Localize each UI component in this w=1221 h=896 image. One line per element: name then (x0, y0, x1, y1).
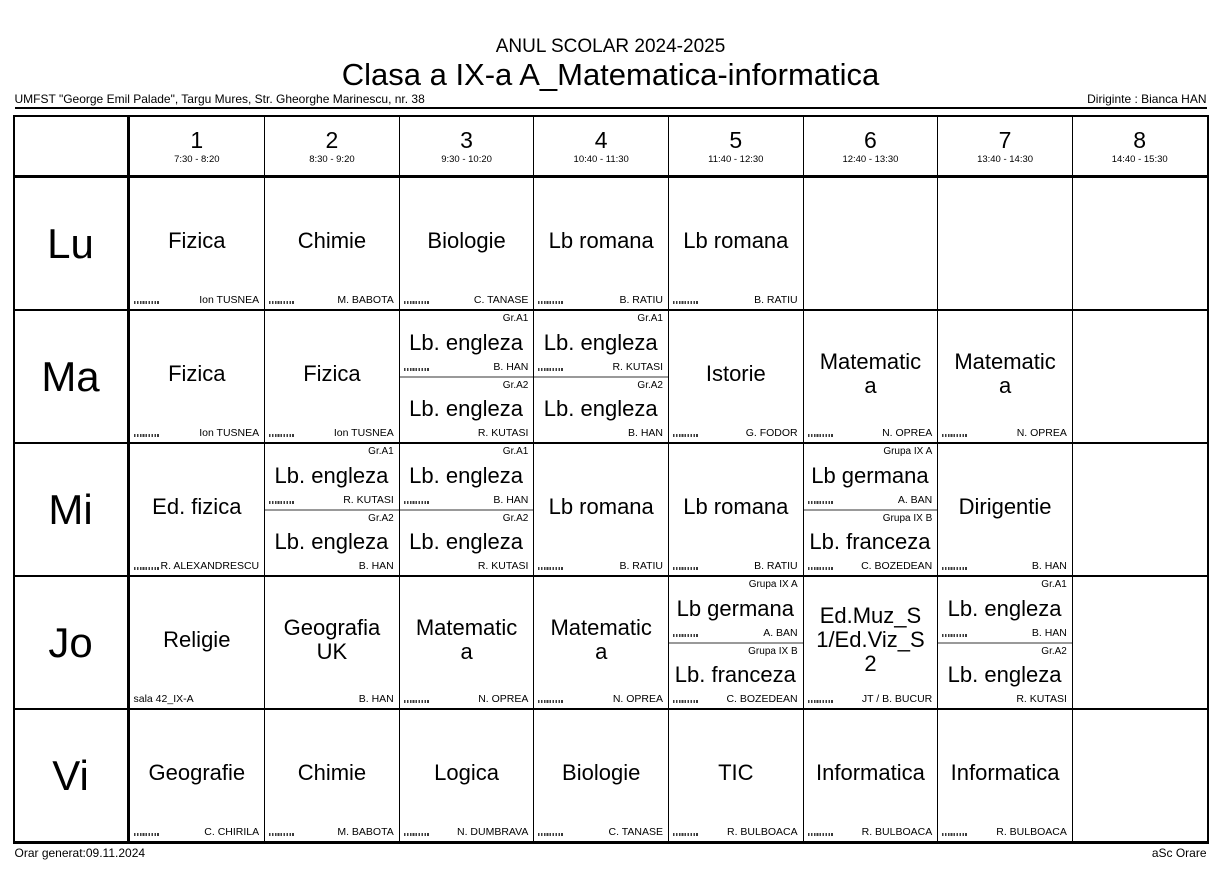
lesson-footer (808, 560, 933, 572)
empty-cell (1072, 178, 1207, 311)
lesson-footer (538, 427, 663, 439)
room-mark (538, 301, 563, 304)
subject-label: Ed.Muz_S1/Ed.Viz_S2 (816, 602, 925, 676)
period-header-cell (264, 117, 399, 178)
teacher-label: N. DUMBRAVA (457, 826, 529, 839)
subject-label: Matematica (954, 348, 1056, 398)
footer (15, 846, 1207, 860)
period-time: 11:40 - 12:30 (708, 153, 764, 165)
subject-label: Lb. engleza (409, 396, 523, 422)
teacher-label: C. BOZEDEAN (861, 560, 933, 573)
subject-label: Lb romana (548, 227, 654, 253)
lesson-cell (668, 710, 803, 841)
period-number: 8 (1133, 126, 1147, 153)
group-label: Grupa IX B (882, 512, 933, 524)
teacher-label: C. TANASE (473, 294, 529, 307)
room-mark (538, 567, 563, 570)
teacher-label: N. OPREA (882, 427, 933, 440)
teacher-label: G. FODOR (745, 427, 798, 440)
lesson-cell (130, 311, 265, 444)
subject-label: Informatica (950, 759, 1060, 785)
subject-label: Lb. engleza (274, 462, 389, 488)
day-label-cell: Ma (15, 311, 130, 444)
group-label: Gr.A1 (368, 446, 394, 458)
empty-cell (937, 178, 1072, 311)
period-time: 9:30 - 10:20 (441, 153, 492, 165)
room-mark (942, 567, 967, 570)
period-time: 7:30 - 8:20 (174, 153, 220, 165)
period-number: 5 (729, 126, 743, 153)
lesson-footer (942, 427, 1067, 439)
lesson-cell (264, 577, 399, 710)
room-mark (673, 434, 698, 437)
lesson-cell (130, 577, 265, 710)
lesson-subcell (534, 311, 668, 376)
lesson-cell (937, 311, 1072, 444)
subject-label: Fizica (168, 360, 226, 386)
room-mark (808, 434, 833, 437)
lesson-footer (404, 560, 529, 572)
room-mark (538, 833, 563, 836)
room-mark (808, 700, 833, 703)
lesson-cell (668, 178, 803, 311)
teacher-label: R. ALEXANDRESCU (160, 560, 260, 573)
lesson-footer (808, 427, 933, 439)
room-mark (673, 833, 698, 836)
lesson-footer (134, 427, 260, 439)
subject-label: Lb. engleza (409, 529, 523, 555)
room-mark (269, 301, 294, 304)
info-bar (15, 92, 1207, 109)
empty-cell (1072, 311, 1207, 444)
teacher-label: B. HAN (1031, 560, 1067, 573)
subject-label: Logica (434, 759, 499, 785)
teacher-label: B. HAN (358, 560, 394, 573)
room-mark (942, 833, 967, 836)
subject-label: Lb germana (676, 595, 795, 621)
subject-label: Lb. engleza (947, 662, 1062, 688)
period-number: 3 (460, 126, 473, 153)
period-header-cell (803, 117, 938, 178)
lesson-subcell (938, 577, 1072, 642)
lesson-footer (538, 826, 663, 838)
group-label: Gr.A1 (637, 313, 663, 325)
subject-label: Lb romana (683, 227, 789, 253)
room-mark (942, 434, 967, 437)
lesson-cell (668, 444, 803, 577)
period-header-cell (399, 117, 534, 178)
teacher-label: R. KUTASI (1016, 693, 1067, 706)
lesson-cell (399, 577, 534, 710)
lesson-cell-split (399, 311, 534, 444)
lesson-footer (673, 826, 798, 838)
teacher-label: Ion TUSNEA (333, 427, 394, 440)
subject-label: Lb romana (548, 493, 654, 519)
teacher-label: N. OPREA (478, 693, 529, 706)
lesson-footer (269, 560, 394, 572)
room-mark (269, 434, 294, 437)
period-number: 1 (190, 126, 204, 153)
room-mark (673, 700, 698, 703)
lesson-subcell (804, 509, 938, 576)
lesson-footer (673, 627, 798, 639)
lesson-cell (399, 178, 534, 311)
period-number: 6 (864, 126, 877, 153)
teacher-label: R. BULBOACA (996, 826, 1067, 839)
room-mark (808, 501, 833, 504)
lesson-cell (264, 178, 399, 311)
lesson-subcell (265, 509, 399, 576)
day-label-cell: Mi (15, 444, 130, 577)
subject-label: Lb. engleza (543, 329, 658, 355)
lesson-cell (803, 577, 938, 710)
subject-label: Geografie (148, 759, 246, 785)
subject-label: Biologie (562, 759, 641, 785)
lesson-footer (404, 826, 529, 838)
teacher-label: M. BABOTA (337, 294, 394, 307)
lesson-cell (264, 710, 399, 841)
subject-label: Lb. engleza (947, 595, 1062, 621)
lesson-cell-split (937, 577, 1072, 710)
teacher-label: R. BULBOACA (861, 826, 933, 839)
day-label-cell: Vi (15, 710, 130, 841)
lesson-footer (942, 693, 1067, 705)
lesson-footer (942, 826, 1067, 838)
room-mark (404, 368, 429, 371)
lesson-cell (803, 710, 938, 841)
lesson-cell (668, 311, 803, 444)
lesson-cell (130, 710, 265, 841)
subject-label: Geografia UK (283, 614, 381, 664)
lesson-cell-split (803, 444, 938, 577)
lesson-footer (673, 427, 798, 439)
period-header-cell (130, 117, 265, 178)
school-info: UMFST "George Emil Palade", Targu Mures, Str. Gheorghe Marinescu, nr. 38 (14, 92, 425, 107)
subject-label: Lb romana (683, 493, 789, 519)
lesson-cell (130, 444, 265, 577)
lesson-footer (134, 826, 260, 838)
subject-label: Informatica (816, 759, 925, 785)
lesson-subcell (669, 642, 803, 709)
lesson-cell-split (264, 444, 399, 577)
teacher-label: R. KUTASI (477, 427, 529, 440)
lesson-footer (538, 693, 663, 705)
subject-label: Fizica (303, 360, 361, 386)
lesson-cell (533, 577, 668, 710)
room-mark (673, 301, 698, 304)
room-mark (808, 833, 833, 836)
empty-cell (1072, 444, 1207, 577)
lesson-footer (808, 693, 933, 705)
school-year-title: ANUL SCOLAR 2024-2025 (495, 36, 726, 57)
group-label: Gr.A2 (368, 512, 394, 524)
lesson-footer (808, 826, 933, 838)
subject-label: Lb germana (811, 462, 929, 488)
teacher-label: C. BOZEDEAN (726, 693, 798, 706)
teacher-label: B. RATIU (619, 560, 663, 573)
room-mark (404, 501, 429, 504)
lesson-footer (269, 826, 394, 838)
lesson-footer (538, 560, 663, 572)
lesson-cell-split (533, 311, 668, 444)
lesson-footer (404, 494, 529, 506)
lesson-footer (134, 294, 260, 306)
lesson-cell (264, 311, 399, 444)
corner-cell (15, 117, 130, 178)
lesson-footer (134, 560, 260, 572)
subject-label: Lb. franceza (809, 529, 931, 555)
lesson-cell (937, 444, 1072, 577)
lesson-footer (404, 427, 529, 439)
room-mark (673, 567, 698, 570)
room-mark (134, 434, 159, 437)
teacher-label: Ion TUSNEA (199, 427, 260, 440)
subject-label: Lb. engleza (543, 396, 658, 422)
teacher-label: R. BULBOACA (727, 826, 798, 839)
lesson-cell (399, 710, 534, 841)
brand-label: aSc Orare (1151, 846, 1207, 861)
room-mark (404, 301, 429, 304)
teacher-label: B. RATIU (619, 294, 663, 307)
lesson-cell (533, 710, 668, 841)
room-label: sala 42_IX-A (133, 693, 194, 706)
subject-label: Fizica (168, 227, 226, 253)
subject-label: Lb. engleza (274, 529, 389, 555)
lesson-footer (404, 294, 529, 306)
teacher-label: A. BAN (897, 493, 933, 506)
lesson-cell (937, 710, 1072, 841)
teacher-label: R. KUTASI (343, 493, 394, 506)
subject-label: Lb. engleza (409, 329, 523, 355)
period-header-cell (533, 117, 668, 178)
empty-cell (1072, 710, 1207, 841)
lesson-cell (803, 311, 938, 444)
homeroom-teacher: Diriginte : Bianca HAN (1087, 92, 1207, 107)
subject-label: Dirigentie (958, 493, 1052, 519)
teacher-label: C. TANASE (608, 826, 663, 839)
lesson-cell-split (399, 444, 534, 577)
group-label: Gr.A2 (502, 512, 529, 524)
lesson-cell (533, 444, 668, 577)
period-number: 2 (325, 126, 339, 153)
group-label: Grupa IX B (748, 645, 798, 657)
teacher-label: N. OPREA (1016, 427, 1067, 440)
lesson-footer (404, 693, 529, 705)
period-header-cell (937, 117, 1072, 178)
teacher-label: B. HAN (1031, 626, 1067, 639)
lesson-subcell (804, 444, 938, 509)
lesson-subcell (400, 311, 534, 376)
teacher-label: C. CHIRILA (204, 826, 260, 839)
subject-label: Matematica (819, 348, 922, 398)
group-label: Gr.A1 (502, 446, 529, 458)
day-label-cell: Jo (15, 577, 130, 710)
teacher-label: B. HAN (627, 427, 663, 440)
room-mark (134, 833, 159, 836)
day-label-cell: Lu (15, 178, 130, 311)
subject-label: Lb. engleza (409, 462, 523, 488)
period-time: 12:40 - 13:30 (842, 153, 899, 165)
generated-date: Orar generat:09.11.2024 (14, 846, 146, 861)
lesson-footer (269, 294, 394, 306)
teacher-label: Ion TUSNEA (199, 294, 260, 307)
teacher-label: B. HAN (493, 493, 529, 506)
teacher-label: R. KUTASI (477, 560, 529, 573)
room-mark (269, 833, 294, 836)
teacher-label: A. BAN (763, 626, 798, 639)
subject-label: TIC (718, 759, 754, 785)
teacher-label: JT / B. BUCUR (861, 693, 933, 706)
period-time: 13:40 - 14:30 (977, 153, 1034, 165)
lesson-footer (808, 494, 933, 506)
teacher-label: B. HAN (358, 693, 394, 706)
group-label: Gr.A2 (502, 379, 529, 391)
lesson-subcell (400, 444, 534, 509)
class-title: Clasa a IX-a A_Matematica-informatica (341, 56, 880, 92)
lesson-cell-split (668, 577, 803, 710)
lesson-footer (538, 294, 663, 306)
room-mark (404, 833, 429, 836)
subject-label: Chimie (297, 227, 367, 253)
period-number: 4 (594, 126, 608, 153)
lesson-subcell (400, 509, 534, 576)
lesson-footer (269, 494, 394, 506)
teacher-label: R. KUTASI (612, 360, 663, 373)
lesson-subcell (669, 577, 803, 642)
subject-label: Chimie (297, 759, 367, 785)
empty-cell (803, 178, 938, 311)
group-label: Grupa IX A (748, 579, 798, 591)
lesson-footer (404, 361, 529, 373)
room-mark (808, 567, 833, 570)
period-header-cell (668, 117, 803, 178)
lesson-footer (673, 693, 798, 705)
period-number: 7 (998, 126, 1012, 153)
lesson-cell (130, 178, 265, 311)
subject-label: Matematica (415, 614, 518, 664)
teacher-label: N. OPREA (612, 693, 663, 706)
timetable-grid (13, 115, 1209, 844)
lesson-footer (673, 560, 798, 572)
subject-label: Ed. fizica (152, 493, 242, 519)
teacher-label: B. HAN (493, 360, 529, 373)
room-mark (942, 634, 967, 637)
lesson-footer (942, 627, 1067, 639)
empty-cell (1072, 577, 1207, 710)
room-mark (673, 634, 698, 637)
group-label: Gr.A2 (637, 379, 663, 391)
subject-label: Lb. franceza (674, 662, 796, 688)
subject-label: Biologie (427, 227, 506, 253)
lesson-footer (538, 361, 663, 373)
teacher-label: M. BABOTA (337, 826, 394, 839)
period-header-cell (1072, 117, 1207, 178)
subject-label: Istorie (705, 360, 766, 386)
teacher-label: B. RATIU (754, 560, 798, 573)
subject-label: Religie (163, 626, 231, 652)
room-mark (269, 501, 294, 504)
lesson-subcell (265, 444, 399, 509)
lesson-footer (269, 427, 394, 439)
room-mark (404, 700, 429, 703)
room-mark (538, 368, 563, 371)
group-label: Gr.A1 (502, 313, 529, 325)
room-mark (134, 301, 159, 304)
period-time: 8:30 - 9:20 (309, 153, 355, 165)
period-time: 10:40 - 11:30 (573, 153, 629, 165)
lesson-footer (942, 560, 1067, 572)
room-mark (134, 567, 159, 570)
lesson-footer (269, 693, 394, 705)
lesson-cell (533, 178, 668, 311)
group-label: Grupa IX A (883, 446, 933, 458)
teacher-label: B. RATIU (754, 294, 798, 307)
group-label: Gr.A2 (1041, 645, 1067, 657)
lesson-subcell (938, 642, 1072, 709)
period-time: 14:40 - 15:30 (1111, 153, 1168, 165)
room-mark (538, 700, 563, 703)
group-label: Gr.A1 (1041, 579, 1067, 591)
lesson-footer (134, 693, 260, 705)
lesson-footer (673, 294, 798, 306)
lesson-subcell (400, 376, 534, 443)
lesson-subcell (534, 376, 668, 443)
subject-label: Matematica (550, 614, 652, 664)
